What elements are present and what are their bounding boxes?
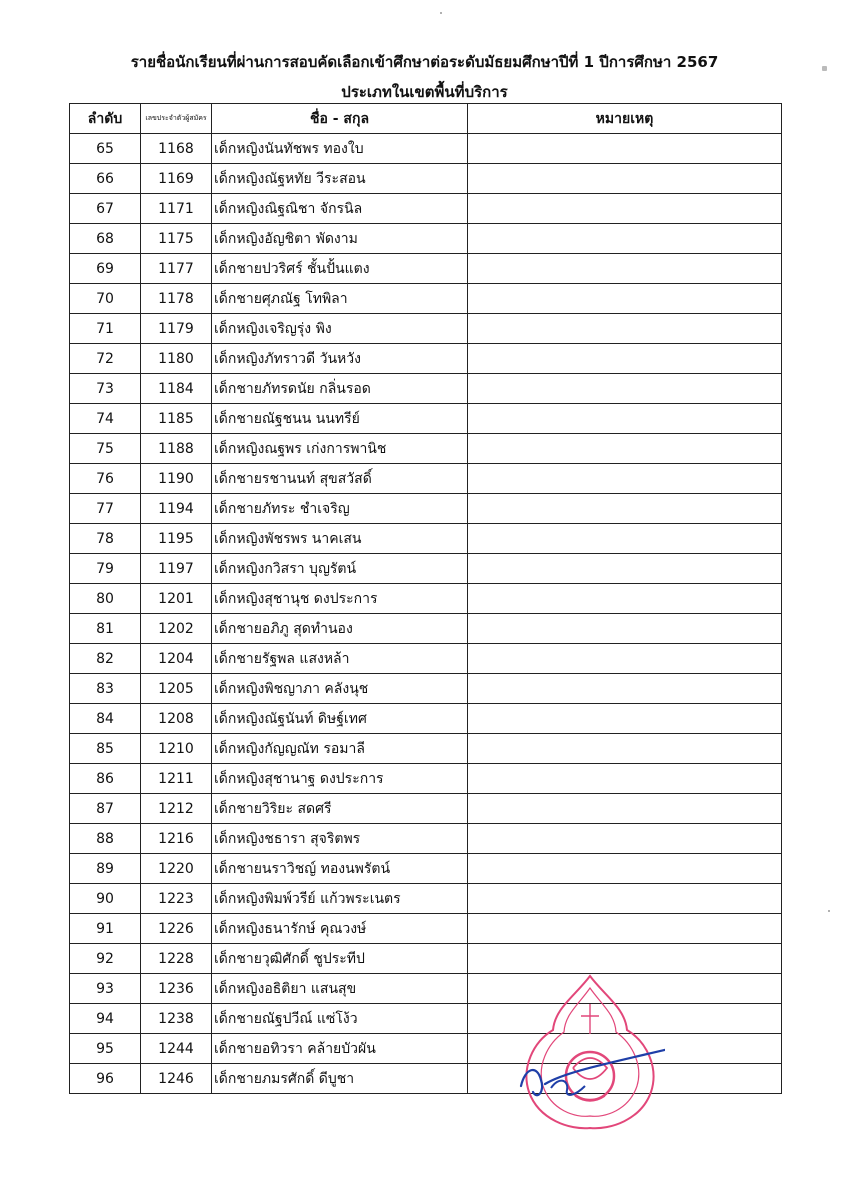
cell-note [468,194,782,224]
cell-seq: 87 [70,794,141,824]
cell-name: เด็กชายวุฒิศักดิ์ ชูประทีป [212,944,468,974]
cell-seq: 66 [70,164,141,194]
cell-app-no: 1204 [141,644,212,674]
table-row [70,704,782,734]
cell-app-no: 1185 [141,404,212,434]
table-row [70,404,782,434]
table-row [70,914,782,944]
table-row [70,344,782,374]
table-row [70,584,782,614]
cell-name: เด็กหญิงธนารักษ์ คุณวงษ์ [212,914,468,944]
cell-seq: 95 [70,1034,141,1064]
cell-name: เด็กหญิงชธารา สุจริตพร [212,824,468,854]
cell-note [468,494,782,524]
cell-name: เด็กชายภัทรดนัย กลิ่นรอด [212,374,468,404]
table-body [70,134,782,1094]
cell-name: เด็กหญิงอัญชิตา พัดงาม [212,224,468,254]
cell-name: เด็กชายวิริยะ สดศรี [212,794,468,824]
cell-app-no: 1184 [141,374,212,404]
cell-name: เด็กหญิงณฐพร เก่งการพานิช [212,434,468,464]
table-row [70,284,782,314]
cell-name: เด็กชายปวริศร์ ชั้นปั้นแตง [212,254,468,284]
cell-app-no: 1228 [141,944,212,974]
cell-seq: 84 [70,704,141,734]
cell-app-no: 1244 [141,1034,212,1064]
cell-app-no: 1175 [141,224,212,254]
cell-seq: 70 [70,284,141,314]
table-row [70,734,782,764]
cell-seq: 74 [70,404,141,434]
cell-note [468,1004,782,1034]
cell-seq: 93 [70,974,141,1004]
table-row [70,794,782,824]
cell-seq: 81 [70,614,141,644]
cell-note [468,224,782,254]
cell-note [468,944,782,974]
cell-note [468,434,782,464]
table-row [70,314,782,344]
cell-app-no: 1216 [141,824,212,854]
cell-app-no: 1238 [141,1004,212,1034]
table-row [70,614,782,644]
cell-note [468,824,782,854]
cell-name: เด็กหญิงพิมพ์วรีย์ แก้วพระเนตร [212,884,468,914]
cell-seq: 78 [70,524,141,554]
table-row [70,944,782,974]
cell-name: เด็กหญิงสุชานุช ดงประการ [212,584,468,614]
cell-seq: 68 [70,224,141,254]
cell-app-no: 1201 [141,584,212,614]
cell-note [468,344,782,374]
cell-name: เด็กหญิงพัชรพร นาคเสน [212,524,468,554]
cell-name: เด็กชายภมรศักดิ์ ดีบูชา [212,1064,468,1094]
cell-app-no: 1202 [141,614,212,644]
cell-note [468,794,782,824]
cell-seq: 75 [70,434,141,464]
cell-name: เด็กชายณัฐชนน นนทรีย์ [212,404,468,434]
cell-note [468,284,782,314]
cell-seq: 71 [70,314,141,344]
cell-app-no: 1190 [141,464,212,494]
cell-name: เด็กชายณัฐปวีณ์ แซ่โง้ว [212,1004,468,1034]
cell-note [468,614,782,644]
cell-app-no: 1226 [141,914,212,944]
cell-app-no: 1211 [141,764,212,794]
cell-seq: 67 [70,194,141,224]
cell-name: เด็กหญิงสุชานาฐ ดงประการ [212,764,468,794]
cell-app-no: 1168 [141,134,212,164]
table-row [70,524,782,554]
cell-seq: 80 [70,584,141,614]
header-app-no: เลขประจำตัวผู้สมัคร [141,104,212,134]
document-title: รายชื่อนักเรียนที่ผ่านการสอบคัดเลือกเข้าศึกษาต่อระดับมัธยมศึกษาปีที่ 1 ปีการศึกษา 2567 [130,53,719,71]
cell-name: เด็กหญิงณัฐหทัย วีระสอน [212,164,468,194]
cell-name: เด็กชายภัทระ ชำเจริญ [212,494,468,524]
cell-seq: 88 [70,824,141,854]
cell-app-no: 1177 [141,254,212,284]
cell-seq: 69 [70,254,141,284]
cell-seq: 92 [70,944,141,974]
table-row [70,224,782,254]
cell-seq: 85 [70,734,141,764]
cell-app-no: 1212 [141,794,212,824]
table-row [70,1004,782,1034]
cell-name: เด็กหญิงเจริญรุ่ง พิง [212,314,468,344]
table-row [70,644,782,674]
cell-app-no: 1169 [141,164,212,194]
cell-seq: 94 [70,1004,141,1034]
cell-seq: 89 [70,854,141,884]
table-row [70,374,782,404]
cell-note [468,584,782,614]
cell-note [468,704,782,734]
table-row [70,1034,782,1064]
cell-name: เด็กหญิงภัทราวดี วันหวัง [212,344,468,374]
table-row [70,254,782,284]
cell-app-no: 1208 [141,704,212,734]
cell-name: เด็กชายรัฐพล แสงหล้า [212,644,468,674]
cell-name: เด็กชายอภิภู สุดทำนอง [212,614,468,644]
table-row [70,134,782,164]
table-row [70,974,782,1004]
header-note: หมายเหตุ [468,104,782,134]
cell-app-no: 1188 [141,434,212,464]
cell-name: เด็กชายนราวิชญ์ ทองนพรัตน์ [212,854,468,884]
cell-note [468,734,782,764]
table-row [70,674,782,704]
cell-app-no: 1178 [141,284,212,314]
cell-note [468,464,782,494]
cell-note [468,314,782,344]
cell-name: เด็กชายรชานนท์ สุขสวัสดิ์ [212,464,468,494]
cell-seq: 76 [70,464,141,494]
cell-app-no: 1210 [141,734,212,764]
cell-note [468,674,782,704]
cell-note [468,404,782,434]
table-row [70,824,782,854]
cell-name: เด็กหญิงอธิติยา แสนสุข [212,974,468,1004]
table-row [70,194,782,224]
cell-seq: 72 [70,344,141,374]
cell-note [468,914,782,944]
cell-note [468,764,782,794]
cell-note [468,1064,782,1094]
cell-app-no: 1171 [141,194,212,224]
cell-note [468,1034,782,1064]
cell-note [468,884,782,914]
cell-seq: 82 [70,644,141,674]
cell-note [468,134,782,164]
cell-name: เด็กหญิงนันทัชพร ทองใบ [212,134,468,164]
cell-app-no: 1246 [141,1064,212,1094]
cell-note [468,524,782,554]
table-row [70,854,782,884]
cell-seq: 96 [70,1064,141,1094]
cell-seq: 83 [70,674,141,704]
table-row [70,554,782,584]
cell-name: เด็กชายศุภณัฐ โทพิลา [212,284,468,314]
scan-speck [828,910,830,912]
cell-app-no: 1236 [141,974,212,1004]
cell-seq: 65 [70,134,141,164]
cell-seq: 86 [70,764,141,794]
cell-note [468,644,782,674]
cell-name: เด็กชายอทิวรา คล้ายบัวผัน [212,1034,468,1064]
table-header-row [70,104,782,134]
cell-name: เด็กหญิงณิฐณิชา จักรนิล [212,194,468,224]
cell-seq: 90 [70,884,141,914]
cell-name: เด็กหญิงกวิสรา บุญรัตน์ [212,554,468,584]
cell-app-no: 1197 [141,554,212,584]
cell-seq: 91 [70,914,141,944]
cell-note [468,374,782,404]
header-seq: ลำดับ [70,104,141,134]
table-row [70,884,782,914]
cell-app-no: 1220 [141,854,212,884]
cell-note [468,254,782,284]
cell-app-no: 1195 [141,524,212,554]
table-row [70,464,782,494]
cell-app-no: 1223 [141,884,212,914]
cell-name: เด็กหญิงพิชญาภา คลังนุช [212,674,468,704]
table-row [70,434,782,464]
cell-name: เด็กหญิงกัญญณัท รอมาลี [212,734,468,764]
cell-seq: 77 [70,494,141,524]
cell-app-no: 1180 [141,344,212,374]
cell-seq: 73 [70,374,141,404]
cell-note [468,164,782,194]
scan-speck [822,66,827,71]
document-subtitle: ประเภทในเขตพื้นที่บริการ [341,83,508,101]
cell-app-no: 1205 [141,674,212,704]
table-row [70,164,782,194]
scan-speck [440,12,442,14]
cell-app-no: 1179 [141,314,212,344]
table-row [70,494,782,524]
table-row [70,764,782,794]
header-name: ชื่อ - สกุล [212,104,468,134]
cell-app-no: 1194 [141,494,212,524]
table-row [70,1064,782,1094]
cell-note [468,974,782,1004]
cell-note [468,854,782,884]
student-roster-table [69,103,782,1094]
cell-name: เด็กหญิงณัฐนันท์ ดิษฐ์เทศ [212,704,468,734]
cell-seq: 79 [70,554,141,584]
cell-note [468,554,782,584]
